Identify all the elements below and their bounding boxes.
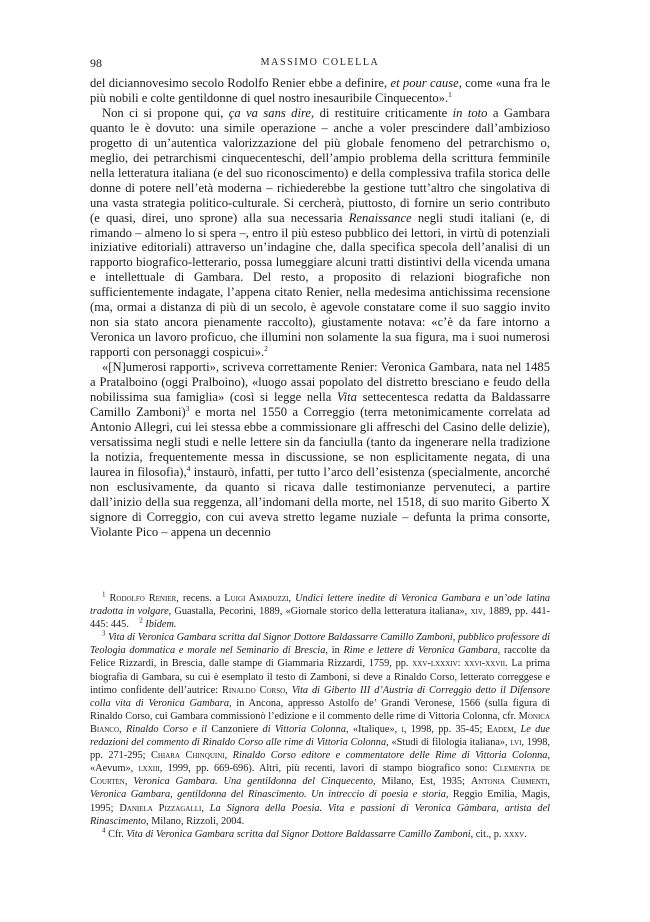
text-run: , — [288, 593, 296, 604]
text-run: Cfr. — [108, 828, 127, 840]
italic-text: Le due redazioni del commento di Rinaldo Corso alle rime di Vittoria Colonna — [90, 723, 550, 749]
author-name: Rodolfo Renier — [109, 593, 177, 604]
footnote-reference: 2 — [264, 343, 268, 353]
text-run: . La prima biografia di Gambara, su cui è esemplato il testo di Zamboni, si deve a Rinaldo Corso, letterato correggese e intimo confidente dell’autrice: — [90, 658, 550, 696]
roman-numeral: xiv — [470, 606, 483, 618]
text-run: , raccolte da Felice Rizzardi, in Brescia, dalle stampe di Giammaria Rizzardi, 1759, pp. — [90, 645, 550, 670]
author-name: Antonia Chimenti — [470, 776, 548, 788]
roman-numeral: xxxv — [504, 828, 525, 840]
footnote-number: 3 — [102, 629, 106, 638]
author-name: Rinaldo Corso — [221, 684, 286, 696]
text-run: , in Ancona, appresso Astolfo de’ Grandi Veronese, 1566 (sulla figura di Rinaldo Corso, cui Gambara commissionò l’edizione e il commento delle rime di Vittoria Colonna, cfr. — [90, 697, 550, 722]
italic-text: Ibidem. — [145, 619, 177, 631]
text-run: instaurò, infatti, per tutto l’arco dell’esistenza (specialmente, ancorché non esclusivamente, da quanto si ricava dalle testimonianze pervenuteci, a partire dall’inizio della sua reggenza, all’indomani della morte, nel 1518, di suo marito Giberto X signore di Correggio, con cui aveva stretto legame nuziale – defunta la prima consorte, Violante Pico – appena un decennio — [90, 464, 550, 539]
italic-text: di Vittoria Colonna — [258, 723, 346, 735]
text-run: «[N]umerosi rapporti», scriveva correttamente Renier: Veronica Gambara, nata nel 1485 a Pratalboino (oggi Pralboino), «luogo assai popolato del distretto bresciano e feudo della nobilissima sua famiglia» (così si legge nella — [90, 360, 550, 405]
author-name: Monica Bianco — [90, 710, 550, 735]
text-run: , in — [325, 645, 344, 657]
text-run: , 1998, pp. 271-295; — [90, 737, 550, 762]
footnote — [90, 828, 550, 841]
italic-text: Renaissance — [348, 210, 412, 225]
italic-text: Veronica Gambara. Una gentildonna del Cinquecento — [133, 776, 373, 788]
text-run: , — [119, 723, 126, 735]
running-head: MASSIMO COLELLA — [260, 57, 380, 68]
paragraph — [90, 106, 550, 360]
italic-text: La Signora della Poesia. Vita e passioni di Veronica Gàmbara, artista del Rinascimento — [90, 802, 550, 827]
text-run: negli studi italiani (e, di rimando – almeno lo si spera –, entro il più esteso pubblico dei lettori, in virtù di potenziali iniziative editoriali) attraverso un’indagine che, dalla specifica specola dell’analisi di un rapporto biografico-letterario, possa lumeggiare alcuni tratti distintivi della vicenda umana e intellettuale di Gambara. Del resto, a proposito di relazioni biografiche non sufficientemente indagate, l’appena citato Renier, nella medesima antichissima recensione (ma, ormai a distanza di più di un secolo, è agevole constatare come il suo saggio invito non sia stato ancora pienamente raccolto), giustamente notava: «c’è da fare intorno a Veronica un lavoro proficuo, che illumini non solamente la sua figura, ma i suoi numerosi rapporti con personaggi cospicui». — [90, 210, 550, 360]
author-name: Daniela Pizzagalli — [119, 802, 202, 814]
italic-text: Rinaldo Corso editore e commentatore delle Rime di Vittoria Colonna — [232, 750, 548, 762]
italic-text: Undici lettere inedite di Veronica Gambara e un’ode latina tradotta in volgare — [90, 593, 551, 618]
italic-text: Rime e lettere di Veronica Gambara — [343, 645, 498, 657]
text-run: , «Studi di filologia italiana», — [386, 737, 511, 749]
footnotes — [90, 592, 550, 841]
italic-text: et pour cause — [390, 76, 459, 90]
roman-numeral: i — [401, 723, 404, 735]
italic-text: in toto — [452, 105, 488, 120]
text-run: , 1998, pp. 35-45; — [403, 723, 487, 735]
italic-text: Vita — [336, 390, 357, 405]
author-name: Chiara Chinquini — [150, 750, 225, 762]
text-run: e morta nel 1550 a Correggio (terra metonimicamente correlata ad Antonio Allegri, cui lei stessa ebbe a commissionare gli affreschi del Casino delle delizie), versatissima negli studi e nelle lettere sin da fanciulla (tanto da ingenerare nella tradizione la notizia, frequentemente messa in discussione, se non esplicitamente negata, di una laurea in filosofia), — [90, 404, 550, 479]
text-run: , — [513, 723, 521, 735]
author-name: Luigi Amaduzzi — [224, 593, 289, 604]
text-run: . — [524, 828, 527, 840]
text-run: , — [201, 802, 210, 814]
footnote-number: 4 — [102, 826, 106, 835]
footnote-number: 1 — [102, 590, 106, 599]
italic-text: Veronica Gambara, gentildonna del Rinascimento. Un intreccio di poesia e storia — [90, 789, 446, 801]
author-name: Eadem — [486, 723, 514, 735]
footnote-reference: 4 — [186, 463, 191, 473]
italic-text: Rinaldo Corso e il — [125, 723, 212, 735]
text-run: Non ci si propone qui, — [102, 105, 229, 120]
text-run: , Milano, Est, 1935; — [372, 776, 471, 788]
text-run: a Gambara quanto le è dovuto: una simile operazione – anche a voler prescindere dall’ambizioso progetto di un’autentica valorizzazione del più globale fenomeno del petrarchismo o, meglio, dei petrarchismi cinquecenteschi, dell’ampio problema della scrittura femminile nella letteratura italiana (e del suo riconoscimento) e della complessiva trafila storica delle donne di potere nell’età moderna – richiederebbe la gestione tutt’altro che singolativa di una vasta strategia politico-culturale. Si cercherà, piuttosto, di fornire un serio contributo (e quasi, direi, uno sprone) alla sua necessaria — [90, 105, 550, 225]
page-number: 98 — [90, 56, 102, 70]
footnote — [90, 592, 550, 631]
roman-numeral: xxv-lxxxiv: xxvi-xxvii — [412, 658, 506, 670]
footnote-reference: 3 — [185, 403, 190, 413]
text-run: , — [124, 776, 134, 788]
text-run: , 1889, pp. 441-445: 445. — [90, 606, 550, 631]
roman-numeral: lxxiii — [138, 763, 160, 775]
text-run: , «Aevum», — [90, 750, 551, 775]
italic-text: Vita di Giberto III d’Austria di Correggio detto il Difensore colla vita di Veronica Gambara — [90, 684, 550, 709]
text-run: , — [224, 750, 233, 762]
text-run: , Milano, Rizzoli, 2004. — [146, 815, 245, 827]
paragraph — [90, 76, 550, 106]
roman-numeral: lvi — [510, 737, 522, 749]
italic-text: Vita di Veronica Gambara scritta dal Signor Dottore Baldassarre Camillo Zamboni, pubblico professore di Teologia dommatica e morale nel Seminario di Brescia — [90, 632, 550, 657]
text-run: , di restituire criticamente — [311, 105, 453, 120]
footnote-number: 2 — [139, 616, 143, 625]
text-run: , — [285, 684, 292, 696]
italic-text: ça va sans dire — [228, 105, 311, 120]
text-run: , come «una fra le più nobili e colte gentildonne di quel nostro inesauribile Cinquecento». — [90, 76, 550, 105]
author-name: Clementia de Courten — [90, 763, 551, 788]
footnote-reference: 1 — [448, 89, 452, 99]
text-run: , — [547, 776, 550, 788]
text-run: Canzoniere — [211, 723, 259, 735]
text-run: del diciannovesimo secolo Rodolfo Renier ebbe a definire, — [90, 76, 391, 90]
text-run: , «Italique», — [345, 723, 402, 735]
italic-text: Vita di Veronica Gambara scritta dal Signor Dottore Baldassarre Camillo Zamboni — [126, 828, 471, 840]
text-run: , Guastalla, Pecorini, 1889, «Giornale storico della letteratura italiana», — [168, 606, 471, 618]
text-run: settecentesca redatta da Baldassarre Camillo Zamboni) — [90, 390, 550, 419]
page-header — [90, 56, 550, 72]
paragraph — [90, 360, 550, 539]
text-run: , recens. a — [176, 593, 225, 604]
footnote — [90, 631, 550, 827]
main-text — [90, 76, 550, 540]
text-run: , 1999, pp. 669-696). Altri, più recenti, lavori di stampo biografico sono: — [159, 763, 493, 775]
text-run: , Reggio Emilia, Magis, 1995; — [90, 789, 550, 814]
text-run: , cit., p. — [470, 828, 505, 840]
